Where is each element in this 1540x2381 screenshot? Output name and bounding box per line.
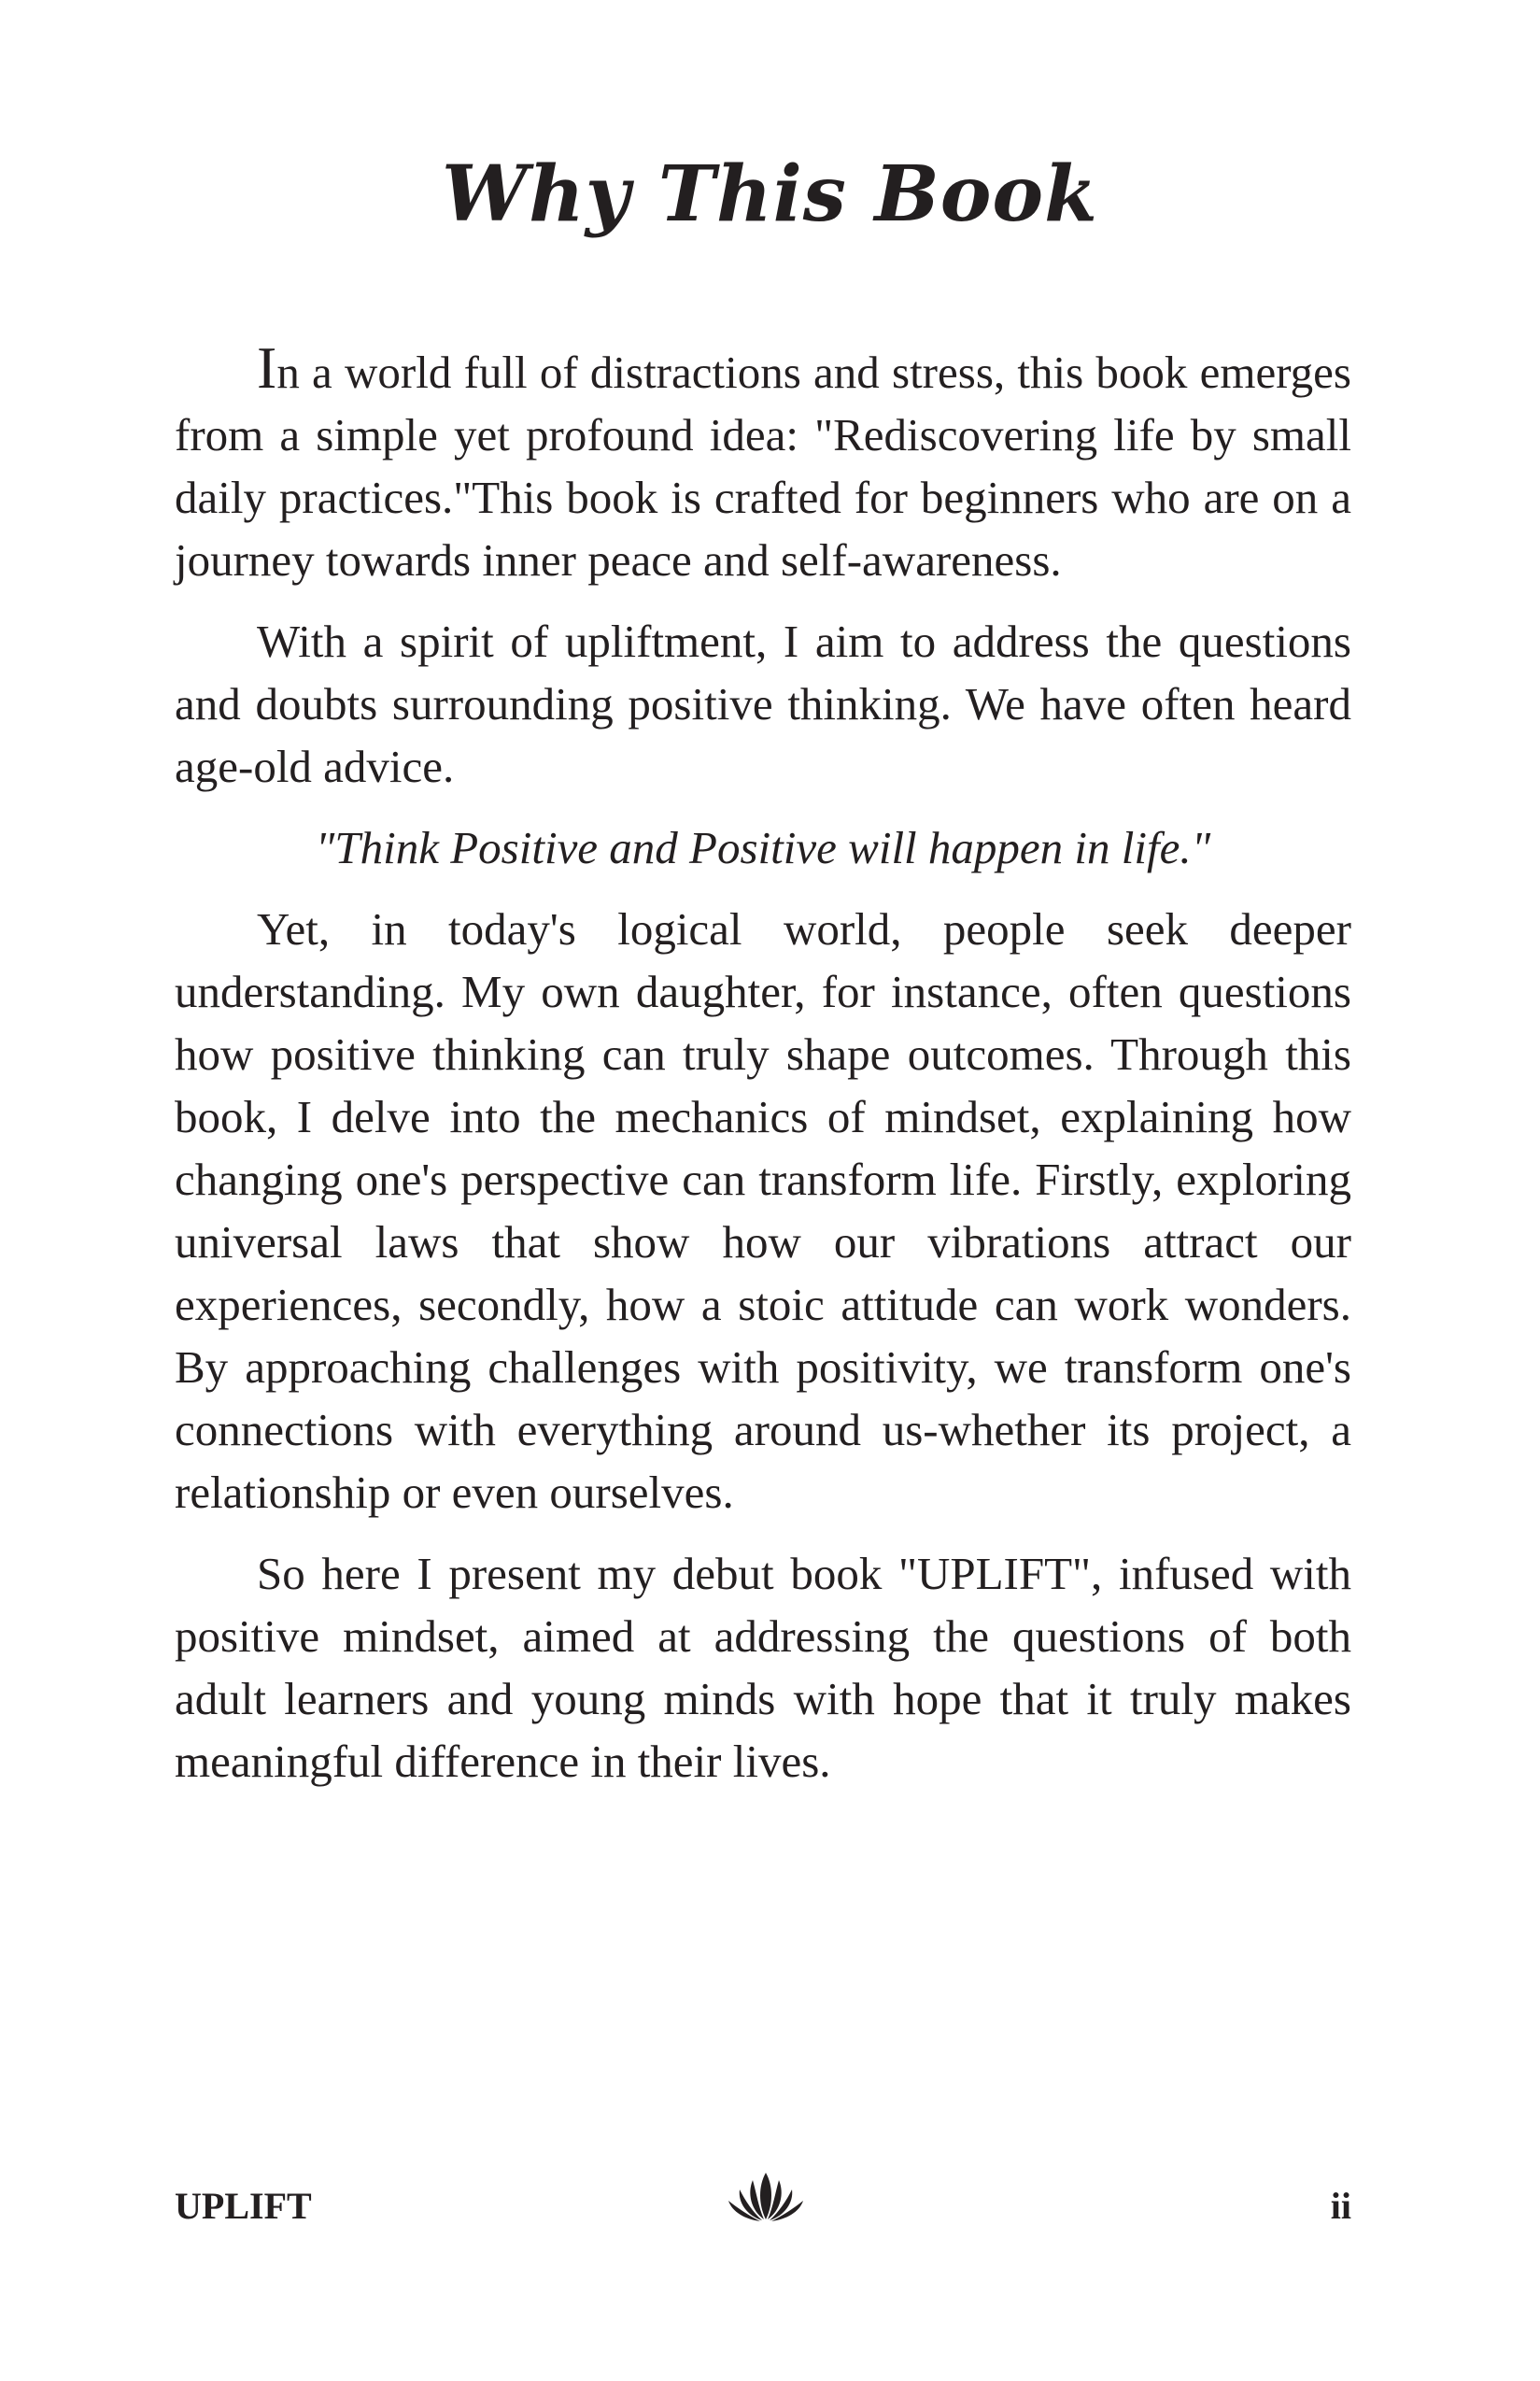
footer-book-title: UPLIFT (175, 2185, 312, 2227)
paragraph-4: So here I present my debut book "UPLIFT", infused with positive mindset, aimed at addressing the questions of both adult learners and young minds with hope that it truly makes meaningful difference in their lives. (175, 1548, 1351, 1787)
lotus-icon (725, 2169, 807, 2225)
quote: "Think Positive and Positive will happen in life." (315, 822, 1211, 873)
page-title: Why This Book (442, 149, 1098, 239)
drop-cap: I (257, 334, 277, 401)
page-number: ii (1330, 2185, 1351, 2227)
body-text (175, 336, 1351, 1811)
paragraph-1 (175, 336, 1351, 591)
paragraph-2: With a spirit of upliftment, I aim to address the questions and doubts surrounding positive thinking. We have often heard age-old advice. (175, 616, 1351, 792)
paragraph-3: Yet, in today's logical world, people seek deeper understanding. My own daughter, for instance, often questions how positive thinking can truly shape outcomes. Through this book, I delve into the mechanics of mindset, explaining how changing one's perspective can transform life. Firstly, exploring universal laws that show how our vibrations attract our experiences, secondly, how a stoic attitude can work wonders. By approaching challenges with positivity, we transform one's connections with everything around us-whether its project, a relationship or even ourselves. (175, 903, 1351, 1518)
paragraph-1-text: n a world full of distractions and stress, this book emerges from a simple yet profound idea: "Rediscovering life by small daily practices."This book is crafted for beginners who are on a journey towards inner peace and self-awareness. (175, 347, 1351, 586)
